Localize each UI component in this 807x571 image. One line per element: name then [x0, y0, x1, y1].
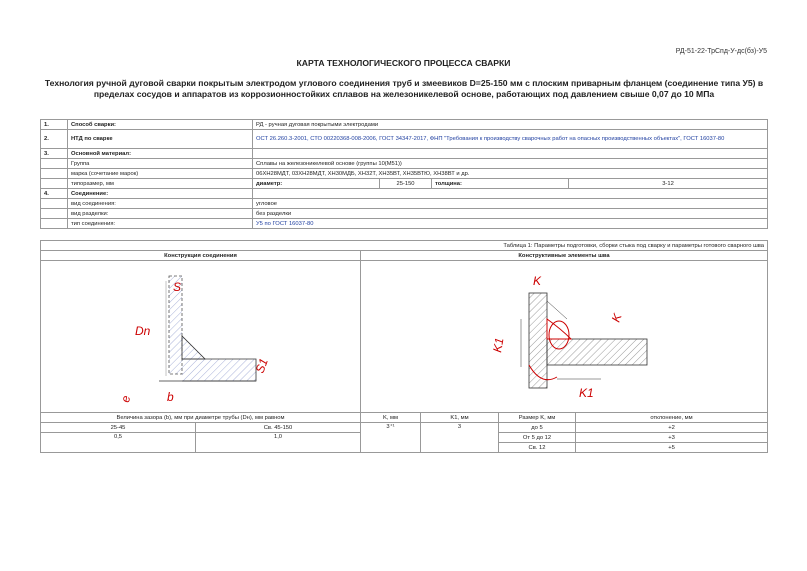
table-row: 1. Способ сварки: РД - ручная дуговая покрытыми электродами: [41, 120, 768, 130]
pipe-wall: [529, 293, 547, 388]
joint-design-drawing: [41, 261, 361, 409]
label-s: S: [173, 280, 182, 294]
figure-row: [41, 261, 768, 413]
table-row: типоразмер, мм диаметр: 25-150 толщина: 3-12: [41, 179, 768, 189]
label-k1-horizontal: K1: [579, 386, 594, 400]
table-row: Группа Сплавы на железоникелевой основе (группы 10(М51)): [41, 159, 768, 169]
info-table: [40, 119, 768, 229]
flange-plate: [182, 359, 256, 381]
figure-header-row: Конструкция соединения Конструктивные элементы шва: [41, 251, 768, 261]
label-k-right: K: [608, 311, 625, 325]
table-row: 25-45 Св. 45-150 3⁺¹ 3 до 5 +2: [41, 423, 768, 433]
weld-elements-drawing: [361, 261, 768, 409]
label-k: K: [533, 274, 542, 288]
table-row: 0,5 1,0 От 5 до 12 +3: [41, 433, 768, 443]
label-s1: S1: [252, 356, 271, 376]
weld-bead: [547, 319, 571, 339]
table-row: Св. 12 +5: [41, 443, 768, 453]
table-row: тип соединения: У5 по ГОСТ 16037-80: [41, 219, 768, 229]
table-row: 2. НТД по сварке ОСТ 26.260.3-2001, СТО 00220368-008-2006, ГОСТ 34347-2017, ФНП "Требования к производству сварочных работ на опасных производственных объектах", ГОСТ 16037-80: [41, 130, 768, 149]
params-table: [40, 240, 768, 453]
flange-plate: [547, 339, 647, 365]
page-title: КАРТА ТЕХНОЛОГИЧЕСКОГО ПРОЦЕССА СВАРКИ: [296, 58, 511, 68]
weld-elements-figure: [361, 261, 768, 413]
params-header-row: Величина зазора (b), мм при диаметре трубы (Dн), мм равном K, мм K1, мм Размер K, мм отклонение, мм: [41, 413, 768, 423]
joint-design-figure: [41, 261, 361, 413]
table-row: 3. Основной материал:: [41, 149, 768, 159]
table-row: марка (сочетание марок) 06ХН28МДТ, 03ХН28МДТ, ХН30МДБ, ХН32Т, ХН35ВТ, ХН35ВТЮ, ХН38ВТ и др.: [41, 169, 768, 179]
table-row: вид разделки: без разделки: [41, 209, 768, 219]
document-code: РД-51-22-ТрСпд-У-дс(бз)-У5: [675, 48, 767, 55]
label-b: b: [167, 390, 174, 404]
fillet-weld: [182, 336, 205, 359]
table-row: вид соединения: угловое: [41, 199, 768, 209]
table-caption-row: [41, 241, 768, 251]
label-e: e: [118, 394, 134, 404]
table-caption: Таблица 1: Параметры подготовки, сборки стыка под сварку и параметры готового сварного шва: [41, 241, 768, 251]
page-subtitle: Технология ручной дуговой сварки покрытым электродом углового соединения труб и змеевиков D=25-150 мм с плоским приварным фланцем (соединение типа У5) в пределах сосудов и аппаратов из коррозионностойких сплавов на железоникелевой основе, работающих под давлением свыше 0,07 до 10 МПа: [44, 78, 764, 99]
table-row: 4. Соединение:: [41, 189, 768, 199]
label-dn: Dn: [135, 324, 151, 338]
label-k1-vertical: K1: [490, 336, 507, 354]
